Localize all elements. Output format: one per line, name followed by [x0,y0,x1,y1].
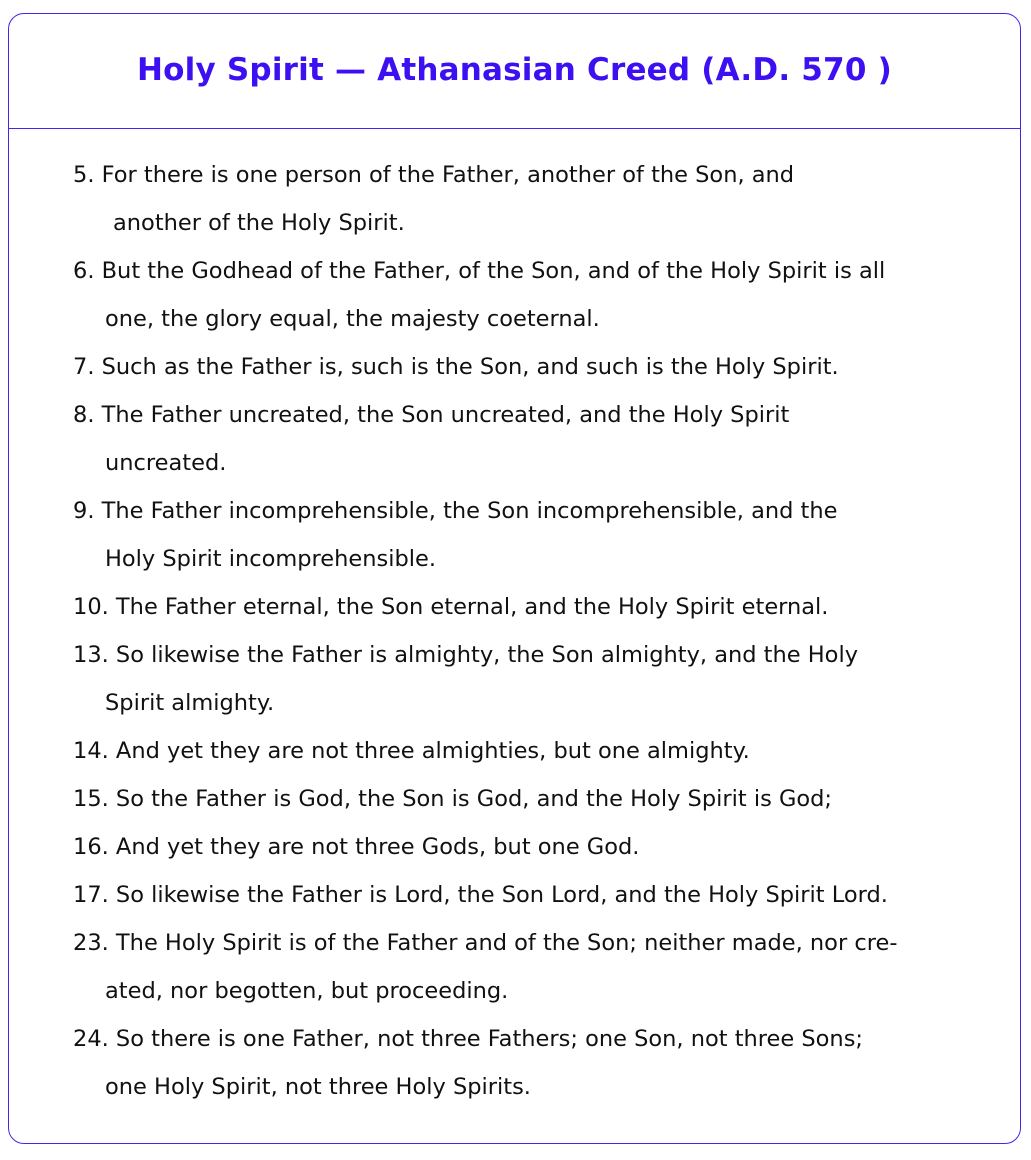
article-text: 13. So likewise the Father is almighty, the Son almighty, and the Holy [73,642,859,668]
article-text: 9. The Father incomprehensible, the Son incomprehensible, and the [73,498,838,524]
creed-article [9,391,1020,487]
article-text: 5. For there is one person of the Father, another of the Son, and [73,162,795,188]
article-text: 7. Such as the Father is, such is the Son, and such is the Holy Spirit. [73,354,839,380]
creed-article [9,823,1020,871]
article-text-continued: Spirit almighty. [105,690,275,716]
article-text: 17. So likewise the Father is Lord, the Son Lord, and the Holy Spirit Lord. [73,882,888,908]
page-title: Holy Spirit — Athanasian Creed (A.D. 570 ) [137,52,892,88]
creed-article [9,247,1020,343]
article-text: 24. So there is one Father, not three Fathers; one Son, not three Sons; [73,1026,863,1052]
creed-article [9,487,1020,583]
article-text: 23. The Holy Spirit is of the Father and of the Son; neither made, nor cre- [73,930,898,956]
creed-article [9,583,1020,631]
creed-article [9,871,1020,919]
creed-article [9,1015,1020,1111]
card-header [9,14,1020,129]
article-text: 15. So the Father is God, the Son is God, and the Holy Spirit is God; [73,786,833,812]
creed-article [9,727,1020,775]
creed-article [9,151,1020,247]
article-text-continued: Holy Spirit incomprehensible. [105,546,437,572]
creed-article [9,919,1020,1015]
creed-list [9,129,1020,1111]
article-text: 14. And yet they are not three almighties, but one almighty. [73,738,750,764]
article-text-continued: one Holy Spirit, not three Holy Spirits. [105,1074,531,1100]
article-text-continued: another of the Holy Spirit. [113,210,405,236]
creed-article [9,343,1020,391]
article-text: 10. The Father eternal, the Son eternal, and the Holy Spirit eternal. [73,594,829,620]
article-text: 8. The Father uncreated, the Son uncreated, and the Holy Spirit [73,402,790,428]
article-text-continued: uncreated. [105,450,227,476]
article-text: 6. But the Godhead of the Father, of the Son, and of the Holy Spirit is all [73,258,886,284]
creed-card [8,13,1021,1144]
creed-article [9,775,1020,823]
article-text-continued: one, the glory equal, the majesty coeternal. [105,306,600,332]
creed-article [9,631,1020,727]
article-text-continued: ated, nor begotten, but proceeding. [105,978,509,1004]
article-text: 16. And yet they are not three Gods, but one God. [73,834,640,860]
